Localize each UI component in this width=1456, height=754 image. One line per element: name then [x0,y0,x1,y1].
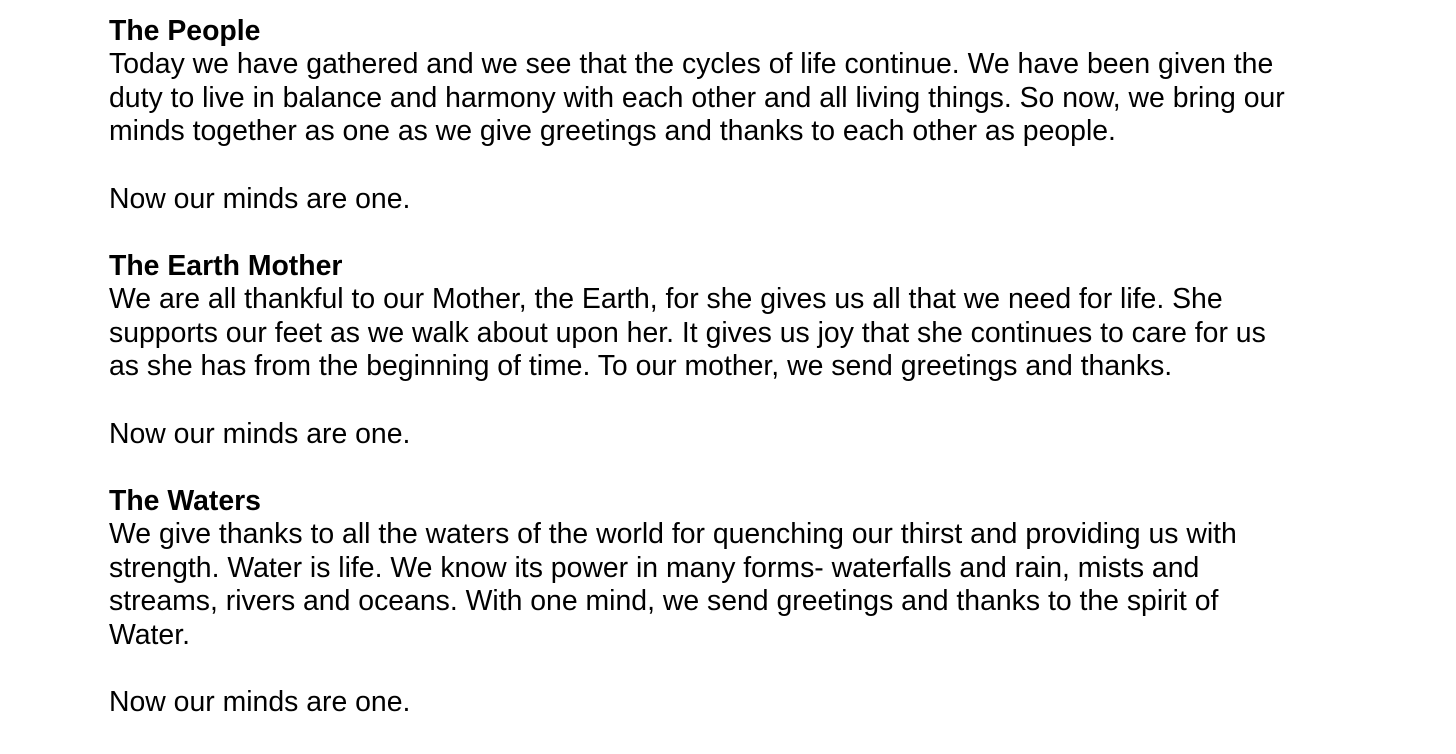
section-heading: The Earth Mother [109,250,343,283]
section-heading: The People [109,15,261,47]
document-page [109,15,1309,754]
paragraph-line: Today we have gathered and we see that the cycles of life continue. We have been given the [109,48,1274,81]
paragraph-line: minds together as one as we give greetings and thanks to each other as people. [109,115,1116,148]
refrain-line: Now our minds are one. [109,686,411,719]
paragraph-line: Water. [109,618,190,651]
refrain-line: Now our minds are one. [109,182,411,215]
paragraph-line: strength. Water is life. We know its power in many forms- waterfalls and rain, mists and [109,551,1200,584]
section-heading: The Waters [109,485,261,518]
section-the-waters [109,485,1309,719]
paragraph-line: We give thanks to all the waters of the world for quenching our thirst and providing us with [109,518,1237,551]
paragraph-line: supports our feet as we walk about upon her. It gives us joy that she continues to care for us [109,316,1266,349]
paragraph-line: streams, rivers and oceans. With one mind, we send greetings and thanks to the spirit of [109,585,1219,618]
section-the-earth-mother [109,250,1309,451]
refrain-line: Now our minds are one. [109,417,411,450]
paragraph-line: We are all thankful to our Mother, the Earth, for she gives us all that we need for life. She [109,283,1223,316]
paragraph-line: as she has from the beginning of time. To our mother, we send greetings and thanks. [109,350,1173,383]
section-the-people [109,15,1309,216]
paragraph-line: duty to live in balance and harmony with each other and all living things. So now, we bring our [109,81,1285,114]
